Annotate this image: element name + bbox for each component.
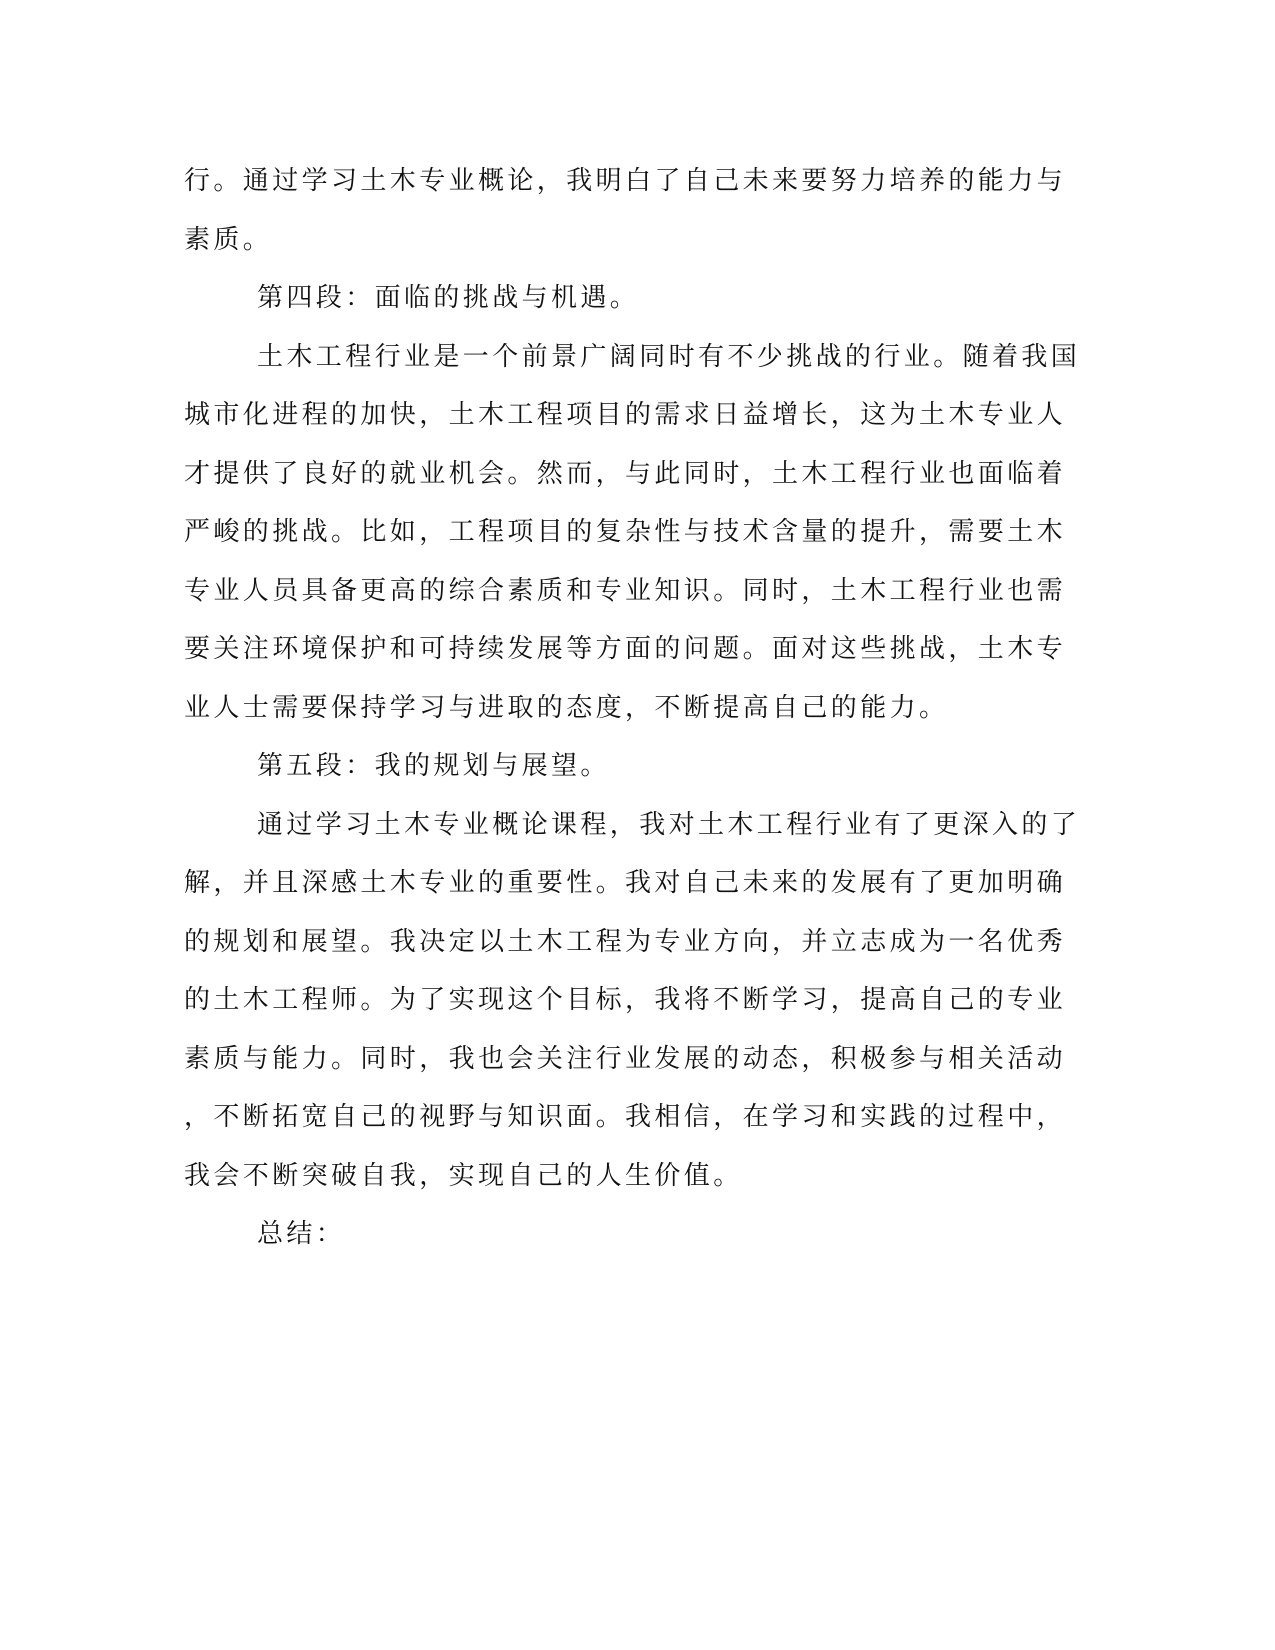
text-line: 严峻的挑战。比如，工程项目的复杂性与技术含量的提升，需要土木 <box>184 517 1067 547</box>
text-line: 素质与能力。同时，我也会关注行业发展的动态，积极参与相关活动 <box>184 1043 1067 1074</box>
text-line: 解，并且深感土木专业的重要性。我对自己未来的发展有了更加明确 <box>184 868 1067 898</box>
text-line: ，不断拓宽自己的视野与知识面。我相信，在学习和实践的过程中， <box>184 1102 1067 1132</box>
text-line: 我会不断突破自我，实现自己的人生价值。 <box>184 1160 743 1191</box>
section-heading: 第五段：我的规划与展望。 <box>257 751 610 781</box>
body-text <box>184 152 1081 1264</box>
text-line: 的土木工程师。为了实现这个目标，我将不断学习，提高自己的专业 <box>184 985 1067 1015</box>
text-line: 通过学习土木专业概论课程，我对土木工程行业有了更深入的了 <box>257 809 1081 840</box>
text-line: 要关注环境保护和可持续发展等方面的问题。面对这些挑战，土木专 <box>184 634 1067 664</box>
text-line: 城市化进程的加快，土木工程项目的需求日益增长，这为土木专业人 <box>184 400 1067 430</box>
text-line: 业人士需要保持学习与进取的态度，不断提高自己的能力。 <box>184 692 949 723</box>
section-heading: 第四段：面临的挑战与机遇。 <box>257 283 640 313</box>
text-line: 素质。 <box>184 224 273 255</box>
text-line: 的规划和展望。我决定以土木工程为专业方向，并立志成为一名优秀 <box>184 926 1067 957</box>
text-line: 才提供了良好的就业机会。然而，与此同时，土木工程行业也面临着 <box>184 458 1067 489</box>
text-line: 行。通过学习土木专业概论，我明白了自己未来要努力培养的能力与 <box>184 166 1067 196</box>
text-line: 土木工程行业是一个前景广阔同时有不少挑战的行业。随着我国 <box>257 341 1081 372</box>
section-heading: 总结： <box>257 1219 346 1249</box>
text-line: 专业人员具备更高的综合素质和专业知识。同时，土木工程行业也需 <box>184 575 1067 606</box>
